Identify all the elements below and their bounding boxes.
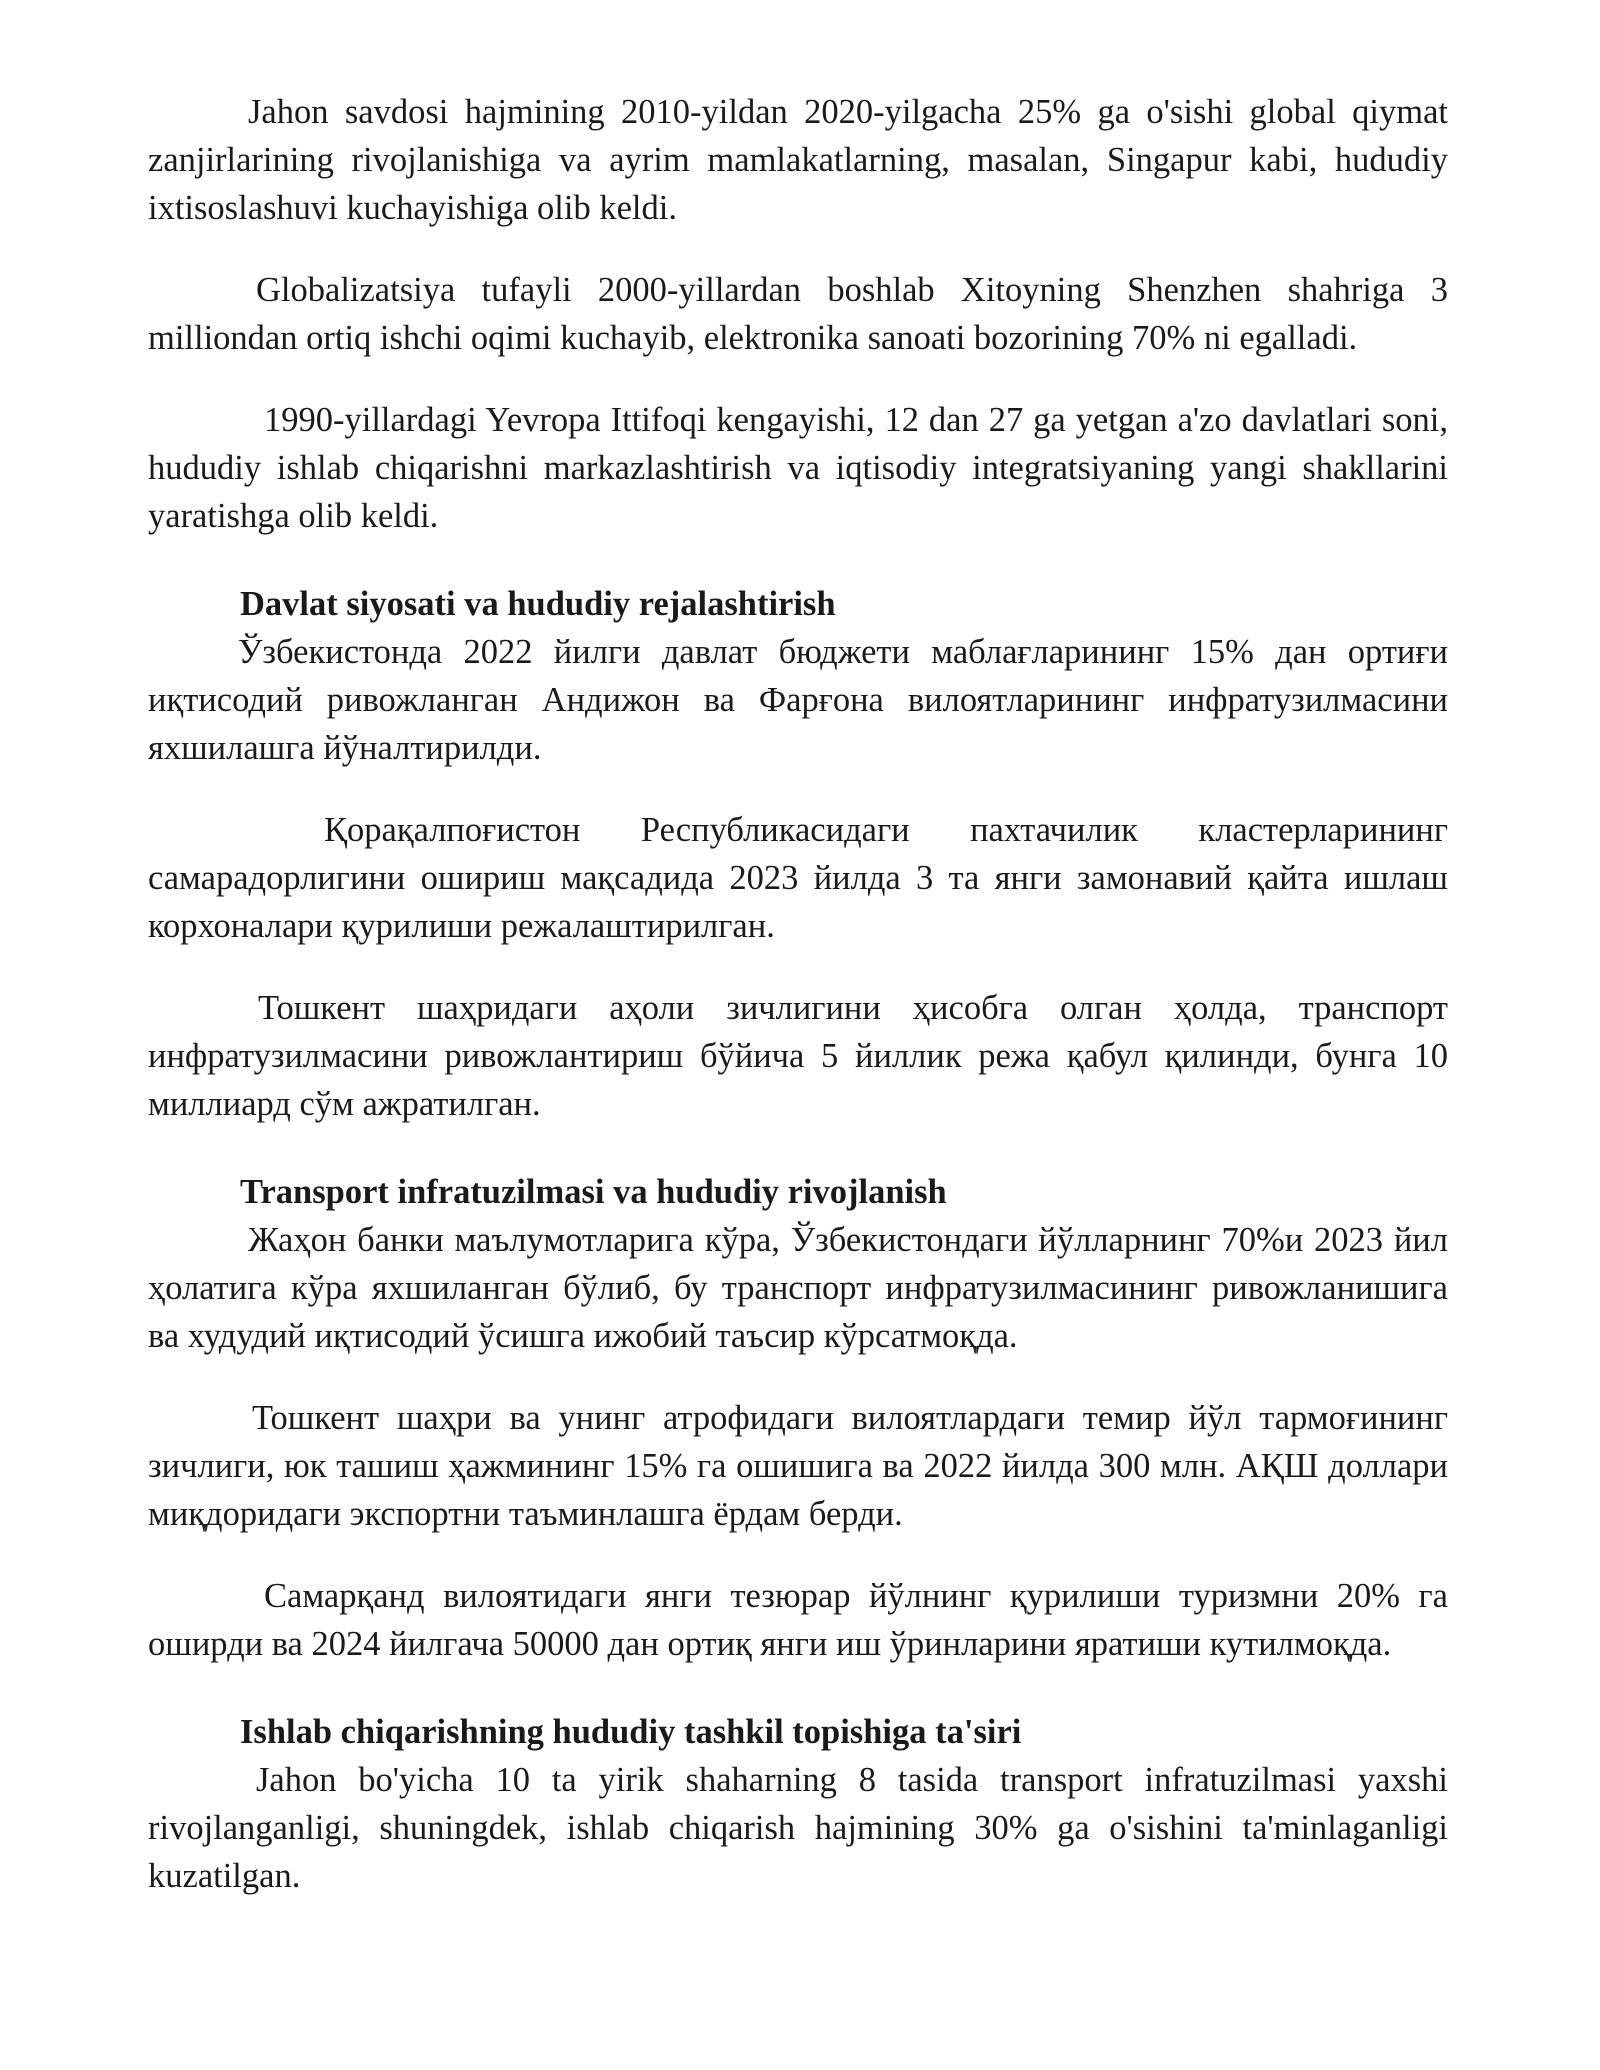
paragraph-eu-enlargement: 1990-yillardagi Yevropa Ittifoqi kengayishi, 12 dan 27 ga yetgan a'zo davlatlari soni, hududiy ishlab chiqarishni markazlashtirish va iqtisodiy integratsiyaning yangi shakllarini yaratishga olib keldi. [148,401,1448,535]
paragraph-policy-karakalpakstan: Қорақалпоғистон Республикасидаги пахтачилик кластерларининг самарадорлигини ошириш мақсадида 2023 йилда 3 та янги замонавий қайта ишлаш корхоналари қурилиши режалаштирилган. [148,811,1448,945]
paragraph-transport-railway: Тошкент шаҳри ва унинг атрофидаги вилоятлардаги темир йўл тармоғининг зичлиги, юк ташиш ҳажмининг 15% га ошишига ва 2022 йилда 300 млн. АҚШ доллари миқдоридаги экспортни таъминлашга ёрдам берди. [148,1399,1448,1533]
document-page [148,88,1448,1900]
paragraph-policy-budget: Ўзбекистонда 2022 йилги давлат бюджети маблағларининг 15% дан ортиғи иқтисодий ривожланган Андижон ва Фарғона вилоятларининг инфратузилмасини яхшилашга йўналтирилди. [148,633,1448,767]
section-heading-policy: Davlat siyosati va hududiy rejalashtirish [240,585,836,623]
section-heading-transport: Transport infratuzilmasi va hududiy rivojlanish [240,1173,947,1211]
paragraph-transport-worldbank: Жаҳон банки маълумотларига кўра, Ўзбекистондаги йўлларнинг 70%и 2023 йил ҳолатига кўра яхшиланган бўлиб, бу транспорт инфратузилмасининг ривожланишига ва худудий иқтисодий ўсишга ижобий таъсир кўрсатмоқда. [148,1221,1448,1355]
paragraph-transport-samarkand: Самарқанд вилоятидаги янги тезюрар йўлнинг қурилиши туризмни 20% га оширди ва 2024 йилгача 50000 дан ортиқ янги иш ўринларини яратиши кутилмоқда. [148,1577,1448,1663]
paragraph-world-trade: Jahon savdosi hajmining 2010-yildan 2020-yilgacha 25% ga o'sishi global qiymat zanjirlarining rivojlanishiga va ayrim mamlakatlarning, masalan, Singapur kabi, hududiy ixtisoslashuvi kuchayishiga olib keldi. [148,93,1448,227]
paragraph-policy-tashkent: Тошкент шаҳридаги аҳоли зичлигини ҳисобга олган ҳолда, транспорт инфратузилмасини ривожлантириш бўйича 5 йиллик режа қабул қилинди, бунга 10 миллиард сўм ажратилган. [148,989,1448,1123]
paragraph-production-cities: Jahon bo'yicha 10 ta yirik shaharning 8 tasida transport infratuzilmasi yaxshi rivojlanganligi, shuningdek, ishlab chiqarish hajmining 30% ga o'sishini ta'minlaganligi kuzatilgan. [148,1761,1448,1895]
paragraph-globalization-shenzhen: Globalizatsiya tufayli 2000-yillardan boshlab Xitoyning Shenzhen shahriga 3 milliondan ortiq ishchi oqimi kuchayib, elektronika sanoati bozorining 70% ni egalladi. [148,271,1448,357]
section-heading-production: Ishlab chiqarishning hududiy tashkil topishiga ta'siri [240,1713,1022,1751]
